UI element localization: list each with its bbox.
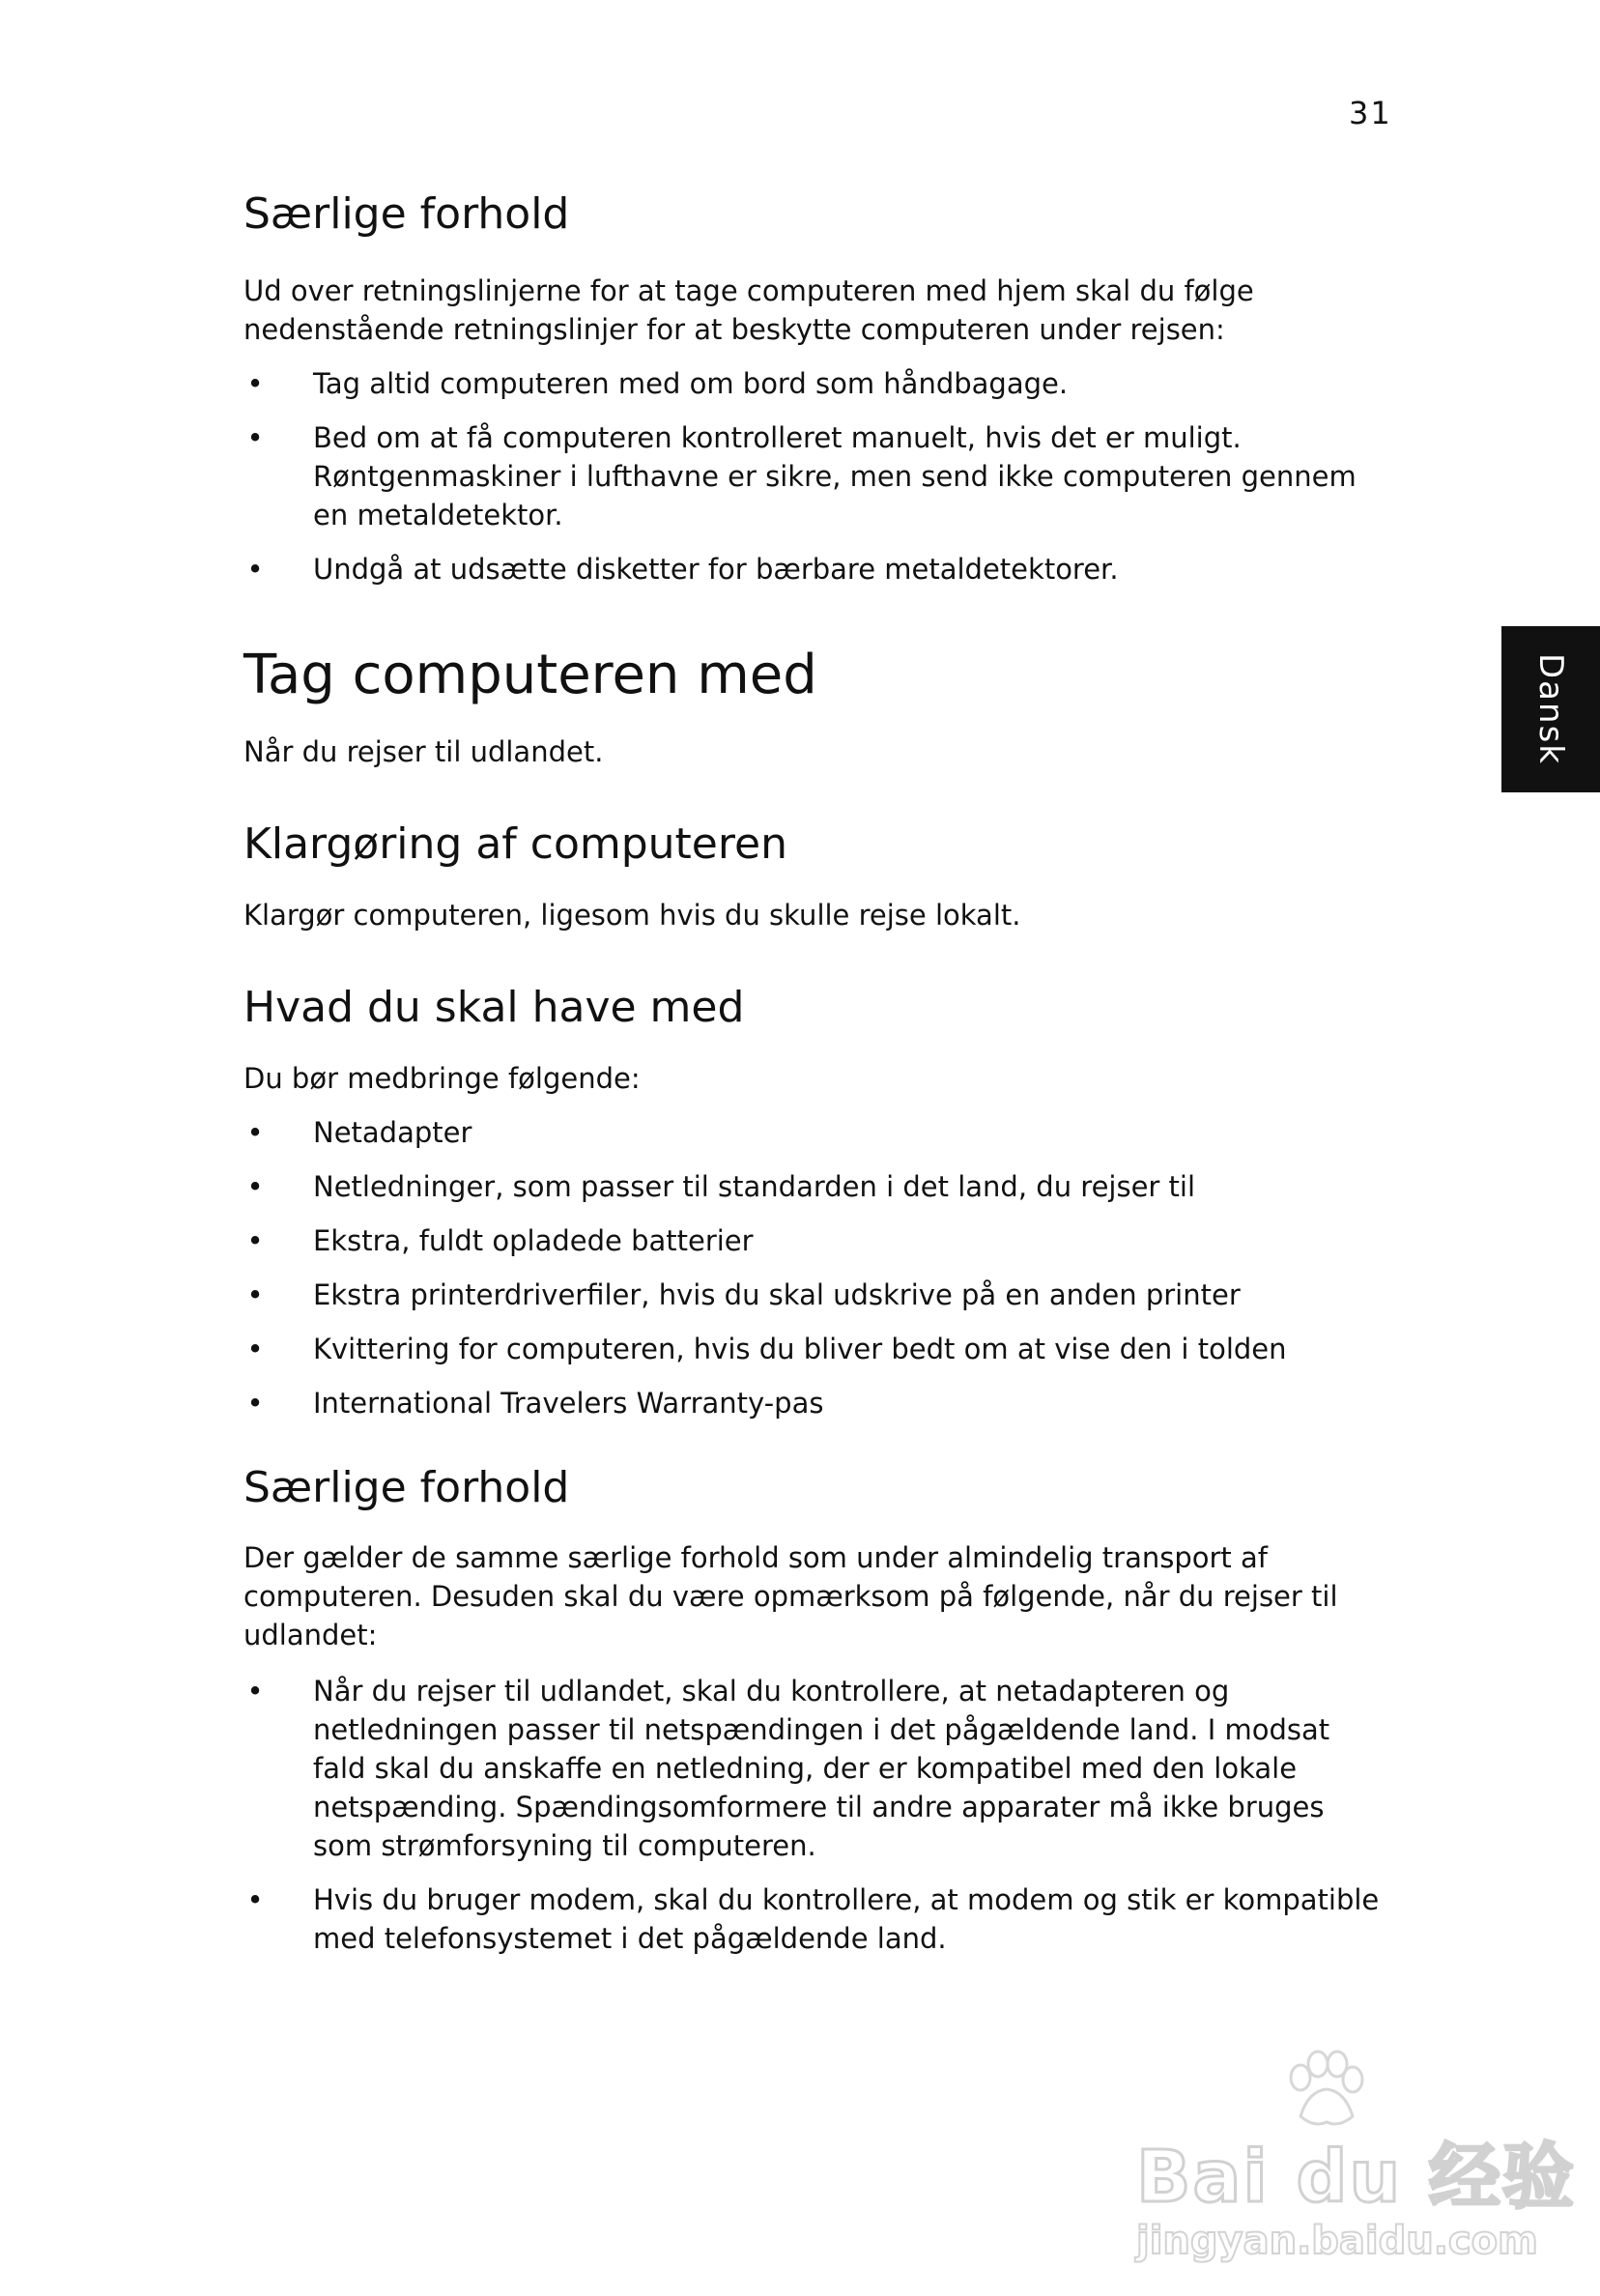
section-text-preparation: Klargør computeren, ligesom hvis du skulle rejse lokalt. <box>243 898 1021 932</box>
list-item <box>243 1384 1384 1422</box>
chapter-intro: Når du rejser til udlandet. <box>243 734 604 768</box>
bullet-icon: • <box>246 420 264 454</box>
bullet-icon: • <box>246 1277 264 1311</box>
bullet-icon: • <box>246 1675 264 1708</box>
list-item-text: International Travelers Warranty-pas <box>313 1386 824 1420</box>
bullet-icon: • <box>246 366 264 400</box>
list-item-text: Ekstra printerdriverfiler, hvis du skal udskrive på en anden printer <box>313 1277 1241 1311</box>
list-item <box>243 418 1384 534</box>
list-item <box>243 1672 1384 1865</box>
watermark-url: jingyan.baidu.com <box>1136 2219 1538 2263</box>
baidu-watermark <box>1136 2049 1576 2281</box>
bullet-list-special-conditions-1 <box>243 364 1384 588</box>
bullet-icon: • <box>246 1115 264 1149</box>
list-item-text: Bed om at få computeren kontrolleret manuelt, hvis det er muligt. Røntgenmaskiner i lufthavne er sikre, men send ikke computeren gennem en metaldetektor. <box>313 420 1357 531</box>
bullet-list-special-conditions-2 <box>243 1672 1384 1958</box>
list-item <box>243 1167 1384 1206</box>
section-intro-special-conditions-2: Der gælder de samme særlige forhold som under almindelig transport af computeren. Desuden skal du være opmærksom på følgende, når du rejser til udlandet: <box>243 1541 1338 1652</box>
list-item-text: Tag altid computeren med om bord som håndbagage. <box>313 366 1069 400</box>
list-item-text: Ekstra, fuldt opladede batterier <box>313 1223 754 1257</box>
list-item <box>243 1221 1384 1260</box>
list-item <box>243 1276 1384 1314</box>
list-item <box>243 550 1384 588</box>
page-number: 31 <box>1349 95 1392 131</box>
list-item <box>243 364 1384 403</box>
watermark-brand: Bai du 经验 <box>1136 2136 1576 2219</box>
chapter-title: Tag computeren med <box>243 643 817 706</box>
list-item-text: Netadapter <box>313 1115 472 1149</box>
section-title-special-conditions-1: Særlige forhold <box>243 189 570 239</box>
section-intro-special-conditions-1: Ud over retningslinjerne for at tage computeren med hjem skal du følge nedenstående retningslinjer for at beskytte computeren under rejsen: <box>243 273 1254 346</box>
bullet-icon: • <box>246 1169 264 1203</box>
section-intro-what-to-bring: Du bør medbringe følgende: <box>243 1061 641 1095</box>
list-item-text: Hvis du bruger modem, skal du kontrollere, at modem og stik er kompatible med telefonsystemet i det pågældende land. <box>313 1883 1380 1956</box>
list-item-text: Undgå at udsætte disketter for bærbare metaldetektorer. <box>313 552 1119 586</box>
page-content <box>243 189 1384 1958</box>
section-title-preparation: Klargøring af computeren <box>243 818 787 869</box>
bullet-icon: • <box>246 1223 264 1257</box>
language-tab <box>1501 626 1600 792</box>
list-item <box>243 1330 1384 1368</box>
language-tab-label: Dansk <box>1531 653 1570 765</box>
list-item <box>243 1113 1384 1152</box>
list-item-text: Når du rejser til udlandet, skal du kontrollere, at netadapteren og netledningen passer til netspændingen i det pågældende land. I modsat fald skal du anskaffe en netledning, der er kompatibel med den lokale netspænding. Spændingsomformere til andre apparater må ikke bruges som strømforsyning til computeren. <box>313 1675 1330 1863</box>
section-title-special-conditions-2: Særlige forhold <box>243 1462 570 1512</box>
bullet-icon: • <box>246 552 264 586</box>
bullet-list-what-to-bring <box>243 1113 1384 1422</box>
section-title-what-to-bring: Hvad du skal have med <box>243 982 745 1032</box>
list-item-text: Netledninger, som passer til standarden i det land, du rejser til <box>313 1169 1196 1203</box>
bullet-icon: • <box>246 1332 264 1365</box>
bullet-icon: • <box>246 1883 264 1917</box>
list-item-text: Kvittering for computeren, hvis du bliver bedt om at vise den i tolden <box>313 1332 1287 1365</box>
list-item <box>243 1880 1384 1958</box>
bullet-icon: • <box>246 1386 264 1420</box>
